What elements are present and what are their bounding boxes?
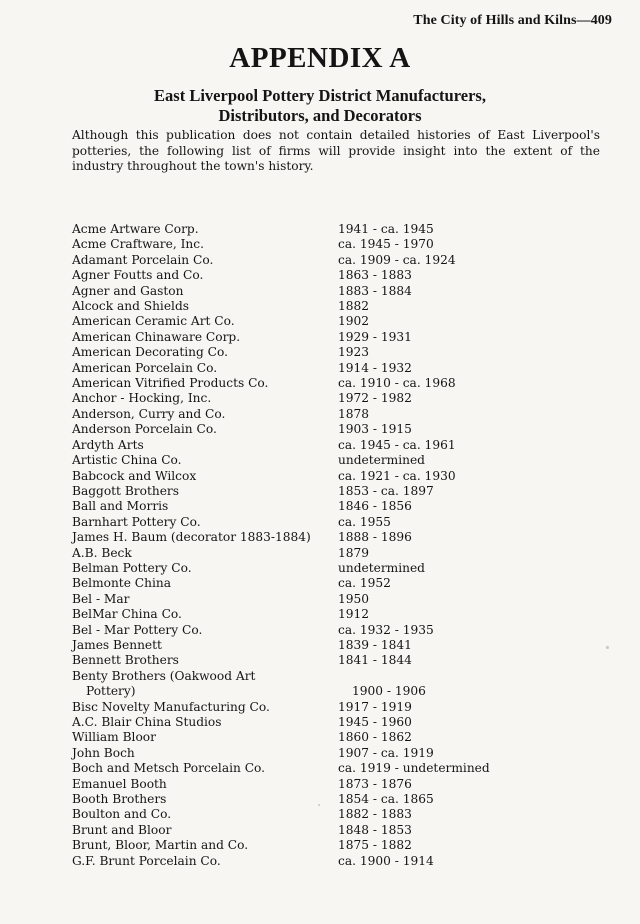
firm-dates: 1929 - 1931	[338, 329, 412, 344]
firm-dates: 1878	[338, 406, 370, 421]
list-item	[72, 576, 532, 591]
list-item	[72, 284, 532, 299]
firm-dates: ca. 1955	[338, 514, 391, 529]
firm-dates: 1912	[338, 607, 370, 622]
firm-name: Bennett Brothers	[72, 653, 179, 668]
firm-name: Belmonte China	[72, 576, 171, 591]
list-item	[72, 546, 532, 561]
firm-name: Brunt and Bloor	[72, 822, 172, 837]
list-item	[72, 345, 532, 360]
firm-dates: 1923	[338, 345, 370, 360]
firm-dates: 1902	[338, 314, 370, 329]
firm-name: Anderson, Curry and Co.	[72, 406, 226, 421]
firm-name: Acme Artware Corp.	[72, 222, 199, 236]
firm-name: American Chinaware Corp.	[72, 329, 241, 344]
firm-dates: 1848 - 1853	[338, 822, 412, 837]
list-item	[72, 237, 532, 252]
list-item	[72, 638, 532, 653]
firm-name: Emanuel Booth	[72, 776, 167, 791]
firm-name: William Bloor	[72, 730, 156, 745]
list-item	[72, 391, 532, 406]
firm-dates: ca. 1952	[338, 576, 391, 591]
firm-name: Booth Brothers	[72, 792, 167, 807]
firm-name: BelMar China Co.	[72, 607, 182, 622]
firm-name: Belman Pottery Co.	[72, 560, 192, 575]
paper-speck	[318, 804, 320, 806]
firm-dates: ca. 1921 - ca. 1930	[338, 468, 456, 483]
firm-dates: 1972 - 1982	[338, 391, 412, 406]
firm-dates: 1846 - 1856	[338, 499, 412, 514]
list-item	[72, 854, 532, 869]
firm-name: G.F. Brunt Porcelain Co.	[72, 853, 221, 868]
firm-name: Boulton and Co.	[72, 807, 172, 822]
firm-dates: 1945 - 1960	[338, 715, 412, 729]
list-item	[72, 330, 532, 345]
firm-dates: 1882 - 1883	[338, 807, 412, 822]
list-item	[72, 361, 532, 376]
firm-name: Bel - Mar	[72, 591, 130, 606]
firm-dates: 1875 - 1882	[338, 838, 412, 853]
firm-name: American Decorating Co.	[72, 345, 228, 360]
firm-name: Boch and Metsch Porcelain Co.	[72, 761, 266, 776]
firm-dates: ca. 1910 - ca. 1968	[338, 376, 456, 391]
firm-dates: 1882	[338, 299, 370, 314]
appendix-title: APPENDIX A	[229, 42, 411, 74]
firm-name: Ardyth Arts	[72, 437, 144, 452]
list-item	[72, 715, 532, 730]
firm-dates: 1941 - ca. 1945	[338, 222, 434, 236]
firm-dates: 1863 - 1883	[338, 268, 412, 283]
firm-dates: 1907 - ca. 1919	[338, 745, 434, 760]
firm-dates: ca. 1900 - 1914	[338, 853, 434, 868]
firm-name: Agner Foutts and Co.	[72, 268, 204, 283]
firm-name: James H. Baum (decorator 1883-1884)	[72, 530, 311, 545]
list-item	[72, 592, 532, 607]
firm-name: Bisc Novelty Manufacturing Co.	[72, 699, 270, 714]
firm-name: Baggott Brothers	[72, 483, 179, 498]
firm-name: Ball and Morris	[72, 499, 169, 514]
firm-name: American Ceramic Art Co.	[72, 314, 235, 329]
list-item	[72, 700, 532, 715]
list-item	[72, 777, 532, 792]
firm-name: Barnhart Pottery Co.	[72, 514, 201, 529]
list-item	[72, 561, 532, 576]
firm-name: Benty Brothers (Oakwood Art	[72, 668, 256, 683]
firm-dates: ca. 1932 - 1935	[338, 622, 434, 637]
intro-paragraph: Although this publication does not contain detailed histories of East Liverpool's potteries, the following list of firms will provide insight into the extent of the industry throughout the town's history.	[72, 128, 600, 173]
firm-dates: 1883 - 1884	[338, 283, 412, 298]
firm-name: John Boch	[72, 745, 135, 760]
list-item	[72, 515, 532, 530]
firm-dates: 1950	[338, 591, 370, 606]
firm-name: Brunt, Bloor, Martin and Co.	[72, 838, 249, 853]
firm-name: A.B. Beck	[72, 545, 132, 560]
firm-dates: 1854 - ca. 1865	[338, 792, 434, 807]
running-head: The City of Hills and Kilns—409	[413, 13, 612, 28]
firm-dates: 1841 - 1844	[338, 653, 412, 668]
list-item	[72, 376, 532, 391]
list-item	[72, 669, 532, 684]
firm-dates: ca. 1945 - ca. 1961	[338, 437, 456, 452]
list-item	[72, 746, 532, 761]
list-item	[72, 438, 532, 453]
firm-dates: undetermined	[338, 453, 425, 468]
list-item	[72, 607, 532, 622]
firm-dates: ca. 1919 - undetermined	[338, 761, 490, 776]
appendix-subtitle	[0, 86, 640, 126]
list-item	[72, 807, 532, 822]
list-item	[72, 299, 532, 314]
firm-list	[72, 222, 532, 869]
list-item	[72, 453, 532, 468]
firm-dates: undetermined	[338, 560, 425, 575]
firm-name: A.C. Blair China Studios	[72, 715, 222, 729]
firm-name: American Porcelain Co.	[72, 360, 218, 375]
list-item	[72, 530, 532, 545]
list-item	[72, 407, 532, 422]
firm-name: Adamant Porcelain Co.	[72, 252, 214, 267]
firm-dates: 1879	[338, 545, 370, 560]
firm-dates: 1873 - 1876	[338, 776, 412, 791]
firm-dates: 1860 - 1862	[338, 730, 412, 745]
list-item	[72, 469, 532, 484]
list-item	[72, 653, 532, 668]
list-item	[72, 499, 532, 514]
list-item	[72, 268, 532, 283]
firm-name: Agner and Gaston	[72, 283, 184, 298]
firm-dates: 1853 - ca. 1897	[338, 483, 434, 498]
firm-name: Anchor - Hocking, Inc.	[72, 391, 212, 406]
firm-dates: 1917 - 1919	[338, 699, 412, 714]
firm-name: Anderson Porcelain Co.	[72, 422, 217, 437]
list-item	[72, 623, 532, 638]
list-item	[72, 422, 532, 437]
firm-dates: 1888 - 1896	[338, 530, 412, 545]
firm-name: Bel - Mar Pottery Co.	[72, 622, 203, 637]
firm-dates: 1903 - 1915	[338, 422, 412, 437]
list-item	[72, 792, 532, 807]
firm-name: Babcock and Wilcox	[72, 468, 197, 483]
firm-name: Acme Craftware, Inc.	[72, 237, 204, 252]
firm-name: Pottery)	[86, 684, 136, 699]
firm-dates: ca. 1909 - ca. 1924	[338, 252, 456, 267]
subtitle-line-2: Distributors, and Decorators	[218, 106, 422, 125]
list-item	[72, 761, 532, 776]
list-item	[72, 222, 532, 237]
firm-name: American Vitrified Products Co.	[72, 376, 269, 391]
firm-dates: 1914 - 1932	[338, 360, 412, 375]
list-item	[72, 484, 532, 499]
subtitle-line-1: East Liverpool Pottery District Manufacturers,	[154, 86, 486, 105]
list-item	[72, 253, 532, 268]
firm-dates: 1900 - 1906	[352, 684, 426, 699]
firm-dates: 1839 - 1841	[338, 637, 412, 652]
firm-name: Artistic China Co.	[72, 453, 182, 468]
list-item	[72, 684, 532, 699]
list-item	[72, 314, 532, 329]
list-item	[72, 730, 532, 745]
list-item	[72, 823, 532, 838]
firm-name: Alcock and Shields	[72, 299, 190, 314]
paper-speck	[606, 646, 609, 649]
firm-dates: ca. 1945 - 1970	[338, 237, 434, 252]
list-item	[72, 838, 532, 853]
firm-name: James Bennett	[72, 637, 162, 652]
